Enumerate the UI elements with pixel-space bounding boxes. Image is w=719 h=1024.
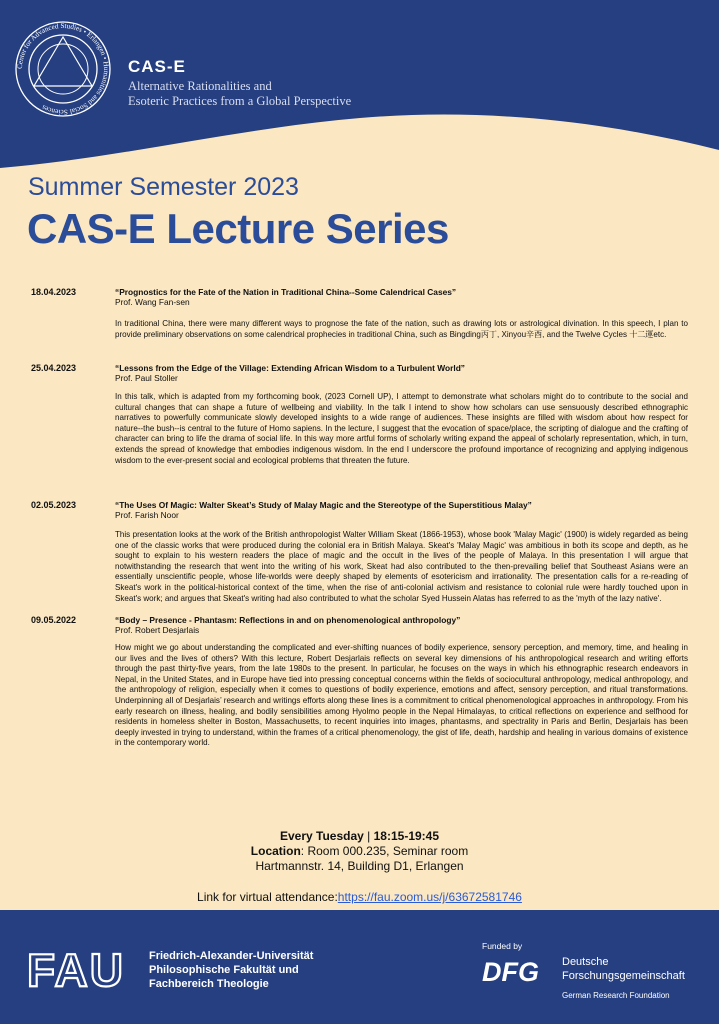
fau-name-line3: Fachbereich Theologie (149, 978, 269, 990)
lecture-title: “Body – Presence - Phantasm: Reflections in and on phenomenological anthropology” (115, 615, 461, 625)
dfg-logo (482, 957, 554, 985)
header-subtitle (128, 79, 351, 109)
schedule-time: 18:15-19:45 (373, 829, 440, 843)
lecture-speaker: Prof. Paul Stoller (115, 373, 178, 383)
schedule-separator: | (367, 829, 371, 843)
lecture-speaker: Prof. Wang Fan-sen (115, 297, 190, 307)
fau-institution-text (149, 949, 313, 991)
dfg-name (562, 955, 685, 983)
location-room: : Room 000.235, Seminar room (300, 844, 469, 858)
svg-text:FAU: FAU (27, 946, 125, 992)
lecture-date: 02.05.2023 (31, 500, 77, 510)
lecture-date: 18.04.2023 (31, 287, 77, 297)
lecture-speaker: Prof. Farish Noor (115, 510, 179, 520)
dfg-name-line2: Forschungsgemeinschaft (562, 970, 685, 982)
lecture-abstract: In traditional China, there were many different ways to prognose the fate of the nation, such as drawing lots or astrological divination. In this speech, I plan to provide preliminary observations on some calendrical prophecies in traditional China, such as Bingding丙丁, Xinyou辛酉, and the Twelve Cycles 十二運etc. (115, 319, 688, 339)
semester-heading: Summer Semester 2023 (28, 173, 299, 201)
header-subtitle-line2: Esoteric Practices from a Global Perspective (128, 94, 352, 108)
location-label: Location (250, 844, 301, 858)
schedule-line (0, 829, 719, 843)
lecture-abstract: In this talk, which is adapted from my forthcoming book, (2023 Cornell UP), I attempt to demonstrate what scholars might do to contribute to the social and cultural changes that can shape a future of wellbeing and viability. In the talk I intend to show how scholars can use sensuously described ethnographic narratives to powerfully communicate slowly developed insights to a wide range of audiences. These insights are filled with wisdom about how respect for nature--the bush--is central to the future of Homo sapiens. In the lecture, I suggest that the evocation of space/place, the scripting of dialogue and the crafting of character can bring to life the drama of social life. In this way more artful forms of scholarly writing expand the appeal of scholarly representation, which, in turn, extends the spread of knowledge that embodies indigenous wisdom. In the end I underscore the profound importance of recognizing and applying indigenous wisdom to the ever-present social and ecological problems that threaten the future. (115, 392, 688, 465)
series-title: CAS-E Lecture Series (27, 205, 449, 252)
zoom-link[interactable]: https://fau.zoom.us/j/63672581746 (337, 890, 522, 904)
location-line (0, 844, 719, 858)
address-line: Hartmannstr. 14, Building D1, Erlangen (255, 859, 464, 873)
dfg-english-name: German Research Foundation (562, 991, 670, 1000)
fau-name-line1: Friedrich-Alexander-Universität (149, 950, 314, 962)
dfg-name-line1: Deutsche (562, 956, 609, 968)
schedule-day: Every Tuesday (279, 829, 364, 843)
fau-name-line2: Philosophische Fakultät und (149, 964, 299, 976)
lecture-title: “The Uses Of Magic: Walter Skeat’s Study of Malay Magic and the Stereotype of the Superstitious Malay” (115, 500, 532, 510)
header-title: CAS-E (128, 57, 186, 76)
virtual-attendance-label: Link for virtual attendance: (197, 890, 338, 904)
lecture-speaker: Prof. Robert Desjarlais (115, 625, 200, 635)
svg-text:DFG: DFG (482, 957, 539, 985)
header-subtitle-line1: Alternative Rationalities and (128, 79, 272, 93)
virtual-attendance-line (0, 890, 719, 904)
funded-by-label: Funded by (482, 941, 523, 951)
lecture-date: 25.04.2023 (31, 363, 77, 373)
lecture-abstract: How might we go about understanding the complicated and ever-shifting nuances of bodily experience, sensory perception, and memory, time, and healing in our lives and the lives of others? With this lecture, Robert Desjarlais reflects on several key dimensions of his anthropological research and writing efforts through the past thirty-five years, from the late 1980s to the present. In particular, he focuses on the ways in which his ethnographic research endeavors in Nepal, in the United States, and in Europe have tied into pressing conceptual concerns within the fields of sociocultural anthropology, medical anthropology, and the anthropology of religion, especially when it comes to questions of bodily experience, emotions and affect, sensory perception, and ritual transformations. Underpinning all of Desjarlais’ research and writings efforts along these lines is a commitment to critical phenomenological approaches in anthropology. From his early research on illness, healing, and bodily sensibilities among Hyolmo people in the Nepal Himalayas, to critical reflections on experience and selfhood for residents in homeless shelter in Boston, Massachusetts, to recent inquiries into images, phantasms, and spectrality in Paris and Berlin, Desjarlais has been deeply invested in trying to understand, within the frames of a critical phenomenology, the gist of life, death, hardship and healing in various domains of existence in the contemporary world. (115, 643, 688, 748)
lecture-date: 09.05.2022 (31, 615, 77, 625)
lecture-title: “Lessons from the Edge of the Village: Extending African Wisdom to a Turbulent World” (115, 363, 465, 373)
logo-ring-text: Center for Advanced Studies • Erlangen • Humanities and Social Sciences (15, 21, 111, 117)
fau-logo (27, 946, 139, 992)
lecture-abstract: This presentation looks at the work of the British anthropologist Walter William Skeat (1866-1953), whose book 'Malay Magic' (1900) is widely regarded as being one of the classic works that were produced during the colonial era in British Malaya. Skeat's 'Malay Magic' was ambitious in both its scope and depth, as he sought to explain to his western readers the place of magic and the occult in the lives of the people of Malaya. In this presentation I will argue that notwithstanding the research that went into the writing of his work, Skeat had also contributed to the then-prevailing belief that Southeast Asians were an essentially unscientific people, whose life-worlds were deeply shaped by elements of esotericism and irrationality. The presentation calls for a re-reading of Skeat's work in the political-historical context of the time, when the rise of anti-colonial activism and resistance to colonial rule were hardly touched upon in Skeat's work; and argues that Skeat's writing had also contributed to what the scholar Syed Hussein Alatas has referred to as the 'myth of the lazy native'. (115, 530, 688, 603)
lecture-title: “Prognostics for the Fate of the Nation in Traditional China--Some Calendrical Cases” (115, 287, 457, 297)
cas-e-logo (14, 20, 112, 118)
